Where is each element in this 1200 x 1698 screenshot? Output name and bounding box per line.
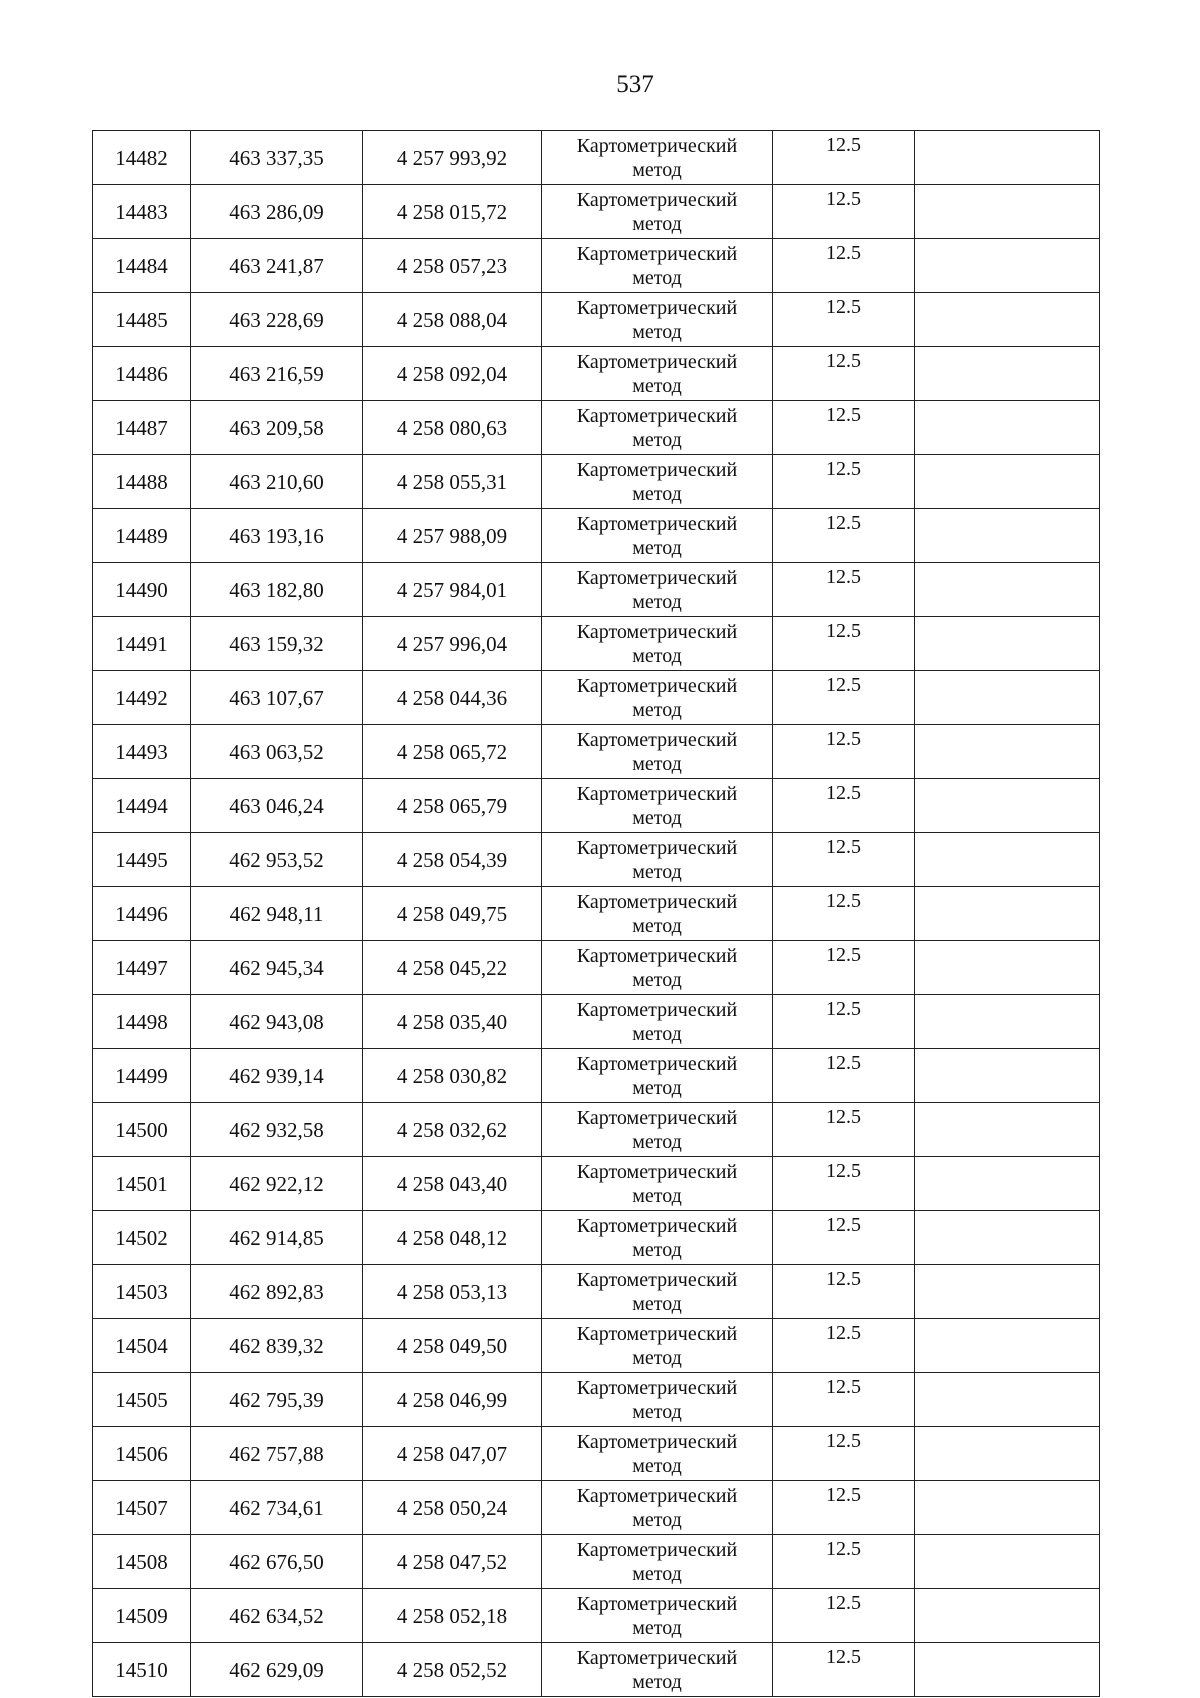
x-coordinate-cell: 462 945,34	[191, 941, 363, 995]
point-id-cell: 14483	[93, 185, 191, 239]
method-cell	[542, 1535, 773, 1589]
y-coordinate-cell: 4 258 092,04	[363, 347, 542, 401]
point-id-cell: 14494	[93, 779, 191, 833]
method-line-1: Картометрический	[576, 1538, 738, 1561]
method-line-1: Картометрический	[576, 134, 738, 157]
table-row	[93, 779, 1100, 833]
method-line-1: Картометрический	[576, 1052, 738, 1075]
y-coordinate-cell: 4 258 015,72	[363, 185, 542, 239]
point-id-cell: 14495	[93, 833, 191, 887]
method-line-2: метод	[632, 1616, 682, 1639]
method-cell	[542, 779, 773, 833]
point-id-cell: 14487	[93, 401, 191, 455]
method-cell	[542, 1211, 773, 1265]
x-coordinate-cell: 462 948,11	[191, 887, 363, 941]
x-coordinate-cell: 462 757,88	[191, 1427, 363, 1481]
coordinates-table	[92, 130, 1100, 1697]
table-row	[93, 131, 1100, 185]
method-line-1: Картометрический	[576, 296, 738, 319]
method-cell	[542, 725, 773, 779]
note-cell	[915, 1265, 1100, 1319]
note-cell	[915, 509, 1100, 563]
method-line-2: метод	[632, 1130, 682, 1153]
method-line-2: метод	[632, 806, 682, 829]
method-line-2: метод	[632, 698, 682, 721]
method-cell	[542, 1643, 773, 1697]
method-line-1: Картометрический	[576, 1268, 738, 1291]
y-coordinate-cell: 4 257 993,92	[363, 131, 542, 185]
method-line-2: метод	[632, 590, 682, 613]
table-row	[93, 1427, 1100, 1481]
accuracy-cell: 12.5	[773, 1427, 915, 1481]
method-cell	[542, 293, 773, 347]
table-row	[93, 833, 1100, 887]
point-id-cell: 14489	[93, 509, 191, 563]
x-coordinate-cell: 463 063,52	[191, 725, 363, 779]
method-line-1: Картометрический	[576, 404, 738, 427]
y-coordinate-cell: 4 258 080,63	[363, 401, 542, 455]
method-cell	[542, 347, 773, 401]
y-coordinate-cell: 4 258 049,75	[363, 887, 542, 941]
x-coordinate-cell: 462 629,09	[191, 1643, 363, 1697]
point-id-cell: 14507	[93, 1481, 191, 1535]
x-coordinate-cell: 463 046,24	[191, 779, 363, 833]
y-coordinate-cell: 4 258 049,50	[363, 1319, 542, 1373]
note-cell	[915, 671, 1100, 725]
x-coordinate-cell: 462 953,52	[191, 833, 363, 887]
y-coordinate-cell: 4 258 043,40	[363, 1157, 542, 1211]
x-coordinate-cell: 463 210,60	[191, 455, 363, 509]
table-row	[93, 1643, 1100, 1697]
point-id-cell: 14508	[93, 1535, 191, 1589]
x-coordinate-cell: 462 914,85	[191, 1211, 363, 1265]
method-line-1: Картометрический	[576, 350, 738, 373]
y-coordinate-cell: 4 258 053,13	[363, 1265, 542, 1319]
method-line-2: метод	[632, 1184, 682, 1207]
table-row	[93, 941, 1100, 995]
accuracy-cell: 12.5	[773, 1373, 915, 1427]
note-cell	[915, 1589, 1100, 1643]
point-id-cell: 14502	[93, 1211, 191, 1265]
point-id-cell: 14510	[93, 1643, 191, 1697]
note-cell	[915, 1427, 1100, 1481]
y-coordinate-cell: 4 258 045,22	[363, 941, 542, 995]
point-id-cell: 14498	[93, 995, 191, 1049]
table-row	[93, 1049, 1100, 1103]
method-cell	[542, 1157, 773, 1211]
method-line-2: метод	[632, 482, 682, 505]
method-line-2: метод	[632, 1670, 682, 1693]
method-line-2: метод	[632, 428, 682, 451]
method-line-1: Картометрический	[576, 566, 738, 589]
method-cell	[542, 995, 773, 1049]
method-line-1: Картометрический	[576, 728, 738, 751]
table-row	[93, 1265, 1100, 1319]
y-coordinate-cell: 4 258 057,23	[363, 239, 542, 293]
note-cell	[915, 779, 1100, 833]
table-row	[93, 509, 1100, 563]
method-line-2: метод	[632, 1346, 682, 1369]
method-line-2: метод	[632, 536, 682, 559]
y-coordinate-cell: 4 258 047,07	[363, 1427, 542, 1481]
point-id-cell: 14509	[93, 1589, 191, 1643]
method-cell	[542, 1373, 773, 1427]
y-coordinate-cell: 4 258 054,39	[363, 833, 542, 887]
y-coordinate-cell: 4 258 035,40	[363, 995, 542, 1049]
accuracy-cell: 12.5	[773, 293, 915, 347]
accuracy-cell: 12.5	[773, 725, 915, 779]
table-row	[93, 1535, 1100, 1589]
method-cell	[542, 887, 773, 941]
method-line-2: метод	[632, 212, 682, 235]
y-coordinate-cell: 4 258 047,52	[363, 1535, 542, 1589]
method-line-2: метод	[632, 1076, 682, 1099]
note-cell	[915, 1643, 1100, 1697]
note-cell	[915, 1319, 1100, 1373]
point-id-cell: 14491	[93, 617, 191, 671]
accuracy-cell: 12.5	[773, 887, 915, 941]
method-line-2: метод	[632, 1292, 682, 1315]
accuracy-cell: 12.5	[773, 509, 915, 563]
method-line-2: метод	[632, 266, 682, 289]
method-line-1: Картометрический	[576, 1430, 738, 1453]
note-cell	[915, 887, 1100, 941]
method-line-2: метод	[632, 374, 682, 397]
method-cell	[542, 833, 773, 887]
method-line-2: метод	[632, 1400, 682, 1423]
accuracy-cell: 12.5	[773, 1211, 915, 1265]
accuracy-cell: 12.5	[773, 1103, 915, 1157]
table-row	[93, 1211, 1100, 1265]
accuracy-cell: 12.5	[773, 1481, 915, 1535]
x-coordinate-cell: 463 228,69	[191, 293, 363, 347]
accuracy-cell: 12.5	[773, 941, 915, 995]
method-line-2: метод	[632, 320, 682, 343]
table-row	[93, 1103, 1100, 1157]
method-line-1: Картометрический	[576, 1106, 738, 1129]
x-coordinate-cell: 462 734,61	[191, 1481, 363, 1535]
method-cell	[542, 671, 773, 725]
x-coordinate-cell: 463 216,59	[191, 347, 363, 401]
accuracy-cell: 12.5	[773, 779, 915, 833]
note-cell	[915, 293, 1100, 347]
point-id-cell: 14497	[93, 941, 191, 995]
accuracy-cell: 12.5	[773, 1643, 915, 1697]
method-line-1: Картометрический	[576, 1484, 738, 1507]
method-cell	[542, 185, 773, 239]
note-cell	[915, 185, 1100, 239]
method-line-1: Картометрический	[576, 458, 738, 481]
note-cell	[915, 455, 1100, 509]
accuracy-cell: 12.5	[773, 833, 915, 887]
table-row	[93, 617, 1100, 671]
x-coordinate-cell: 463 209,58	[191, 401, 363, 455]
x-coordinate-cell: 462 943,08	[191, 995, 363, 1049]
point-id-cell: 14493	[93, 725, 191, 779]
table-row	[93, 1589, 1100, 1643]
method-line-2: метод	[632, 860, 682, 883]
method-line-2: метод	[632, 968, 682, 991]
method-cell	[542, 239, 773, 293]
accuracy-cell: 12.5	[773, 1157, 915, 1211]
method-line-2: метод	[632, 752, 682, 775]
point-id-cell: 14505	[93, 1373, 191, 1427]
accuracy-cell: 12.5	[773, 1265, 915, 1319]
y-coordinate-cell: 4 258 050,24	[363, 1481, 542, 1535]
y-coordinate-cell: 4 258 044,36	[363, 671, 542, 725]
method-cell	[542, 1481, 773, 1535]
accuracy-cell: 12.5	[773, 1319, 915, 1373]
note-cell	[915, 725, 1100, 779]
method-line-2: метод	[632, 914, 682, 937]
accuracy-cell: 12.5	[773, 563, 915, 617]
y-coordinate-cell: 4 258 052,52	[363, 1643, 542, 1697]
method-line-1: Картометрический	[576, 836, 738, 859]
accuracy-cell: 12.5	[773, 1589, 915, 1643]
method-line-1: Картометрический	[576, 998, 738, 1021]
accuracy-cell: 12.5	[773, 131, 915, 185]
method-cell	[542, 1049, 773, 1103]
table-row	[93, 995, 1100, 1049]
note-cell	[915, 617, 1100, 671]
method-cell	[542, 1427, 773, 1481]
x-coordinate-cell: 462 922,12	[191, 1157, 363, 1211]
method-cell	[542, 1319, 773, 1373]
y-coordinate-cell: 4 258 065,72	[363, 725, 542, 779]
accuracy-cell: 12.5	[773, 239, 915, 293]
coordinates-table-body	[93, 131, 1100, 1697]
method-line-2: метод	[632, 1454, 682, 1477]
note-cell	[915, 1049, 1100, 1103]
table-row	[93, 1157, 1100, 1211]
table-row	[93, 185, 1100, 239]
point-id-cell: 14484	[93, 239, 191, 293]
accuracy-cell: 12.5	[773, 455, 915, 509]
method-line-1: Картометрический	[576, 1322, 738, 1345]
x-coordinate-cell: 462 932,58	[191, 1103, 363, 1157]
method-cell	[542, 1103, 773, 1157]
x-coordinate-cell: 462 839,32	[191, 1319, 363, 1373]
method-line-2: метод	[632, 1022, 682, 1045]
method-line-2: метод	[632, 1508, 682, 1531]
method-line-1: Картометрический	[576, 782, 738, 805]
y-coordinate-cell: 4 258 065,79	[363, 779, 542, 833]
note-cell	[915, 1157, 1100, 1211]
point-id-cell: 14482	[93, 131, 191, 185]
x-coordinate-cell: 463 182,80	[191, 563, 363, 617]
point-id-cell: 14486	[93, 347, 191, 401]
method-line-1: Картометрический	[576, 890, 738, 913]
note-cell	[915, 833, 1100, 887]
note-cell	[915, 941, 1100, 995]
x-coordinate-cell: 463 159,32	[191, 617, 363, 671]
x-coordinate-cell: 463 286,09	[191, 185, 363, 239]
method-line-1: Картометрический	[576, 242, 738, 265]
x-coordinate-cell: 463 107,67	[191, 671, 363, 725]
method-cell	[542, 1589, 773, 1643]
point-id-cell: 14500	[93, 1103, 191, 1157]
point-id-cell: 14488	[93, 455, 191, 509]
x-coordinate-cell: 462 795,39	[191, 1373, 363, 1427]
method-cell	[542, 617, 773, 671]
note-cell	[915, 1211, 1100, 1265]
y-coordinate-cell: 4 258 052,18	[363, 1589, 542, 1643]
note-cell	[915, 995, 1100, 1049]
method-line-1: Картометрический	[576, 1376, 738, 1399]
method-line-1: Картометрический	[576, 620, 738, 643]
y-coordinate-cell: 4 257 988,09	[363, 509, 542, 563]
table-row	[93, 239, 1100, 293]
point-id-cell: 14499	[93, 1049, 191, 1103]
method-cell	[542, 455, 773, 509]
method-line-2: метод	[632, 158, 682, 181]
point-id-cell: 14492	[93, 671, 191, 725]
accuracy-cell: 12.5	[773, 671, 915, 725]
table-row	[93, 347, 1100, 401]
accuracy-cell: 12.5	[773, 1535, 915, 1589]
y-coordinate-cell: 4 258 032,62	[363, 1103, 542, 1157]
page-number: 537	[616, 71, 654, 98]
table-row	[93, 563, 1100, 617]
method-line-1: Картометрический	[576, 1214, 738, 1237]
method-line-1: Картометрический	[576, 1646, 738, 1669]
accuracy-cell: 12.5	[773, 401, 915, 455]
note-cell	[915, 1481, 1100, 1535]
y-coordinate-cell: 4 258 088,04	[363, 293, 542, 347]
y-coordinate-cell: 4 258 055,31	[363, 455, 542, 509]
x-coordinate-cell: 463 337,35	[191, 131, 363, 185]
table-row	[93, 725, 1100, 779]
method-line-1: Картометрический	[576, 1592, 738, 1615]
method-line-1: Картометрический	[576, 1160, 738, 1183]
point-id-cell: 14485	[93, 293, 191, 347]
x-coordinate-cell: 462 892,83	[191, 1265, 363, 1319]
method-line-1: Картометрический	[576, 674, 738, 697]
note-cell	[915, 1535, 1100, 1589]
accuracy-cell: 12.5	[773, 617, 915, 671]
note-cell	[915, 239, 1100, 293]
table-row	[93, 401, 1100, 455]
table-row	[93, 671, 1100, 725]
method-line-1: Картометрический	[576, 944, 738, 967]
accuracy-cell: 12.5	[773, 1049, 915, 1103]
x-coordinate-cell: 462 634,52	[191, 1589, 363, 1643]
x-coordinate-cell: 463 241,87	[191, 239, 363, 293]
accuracy-cell: 12.5	[773, 995, 915, 1049]
method-line-2: метод	[632, 1238, 682, 1261]
table-row	[93, 293, 1100, 347]
method-line-1: Картометрический	[576, 188, 738, 211]
note-cell	[915, 563, 1100, 617]
method-line-1: Картометрический	[576, 512, 738, 535]
method-line-2: метод	[632, 1562, 682, 1585]
method-cell	[542, 509, 773, 563]
method-cell	[542, 1265, 773, 1319]
y-coordinate-cell: 4 258 048,12	[363, 1211, 542, 1265]
point-id-cell: 14501	[93, 1157, 191, 1211]
y-coordinate-cell: 4 258 030,82	[363, 1049, 542, 1103]
point-id-cell: 14506	[93, 1427, 191, 1481]
accuracy-cell: 12.5	[773, 347, 915, 401]
method-line-2: метод	[632, 644, 682, 667]
accuracy-cell: 12.5	[773, 185, 915, 239]
point-id-cell: 14504	[93, 1319, 191, 1373]
note-cell	[915, 131, 1100, 185]
table-row	[93, 887, 1100, 941]
table-row	[93, 455, 1100, 509]
note-cell	[915, 401, 1100, 455]
x-coordinate-cell: 463 193,16	[191, 509, 363, 563]
x-coordinate-cell: 462 939,14	[191, 1049, 363, 1103]
method-cell	[542, 563, 773, 617]
y-coordinate-cell: 4 257 984,01	[363, 563, 542, 617]
y-coordinate-cell: 4 257 996,04	[363, 617, 542, 671]
note-cell	[915, 347, 1100, 401]
note-cell	[915, 1103, 1100, 1157]
table-row	[93, 1319, 1100, 1373]
table-row	[93, 1481, 1100, 1535]
table-row	[93, 1373, 1100, 1427]
point-id-cell: 14490	[93, 563, 191, 617]
method-cell	[542, 941, 773, 995]
y-coordinate-cell: 4 258 046,99	[363, 1373, 542, 1427]
note-cell	[915, 1373, 1100, 1427]
x-coordinate-cell: 462 676,50	[191, 1535, 363, 1589]
method-cell	[542, 401, 773, 455]
point-id-cell: 14503	[93, 1265, 191, 1319]
point-id-cell: 14496	[93, 887, 191, 941]
method-cell	[542, 131, 773, 185]
